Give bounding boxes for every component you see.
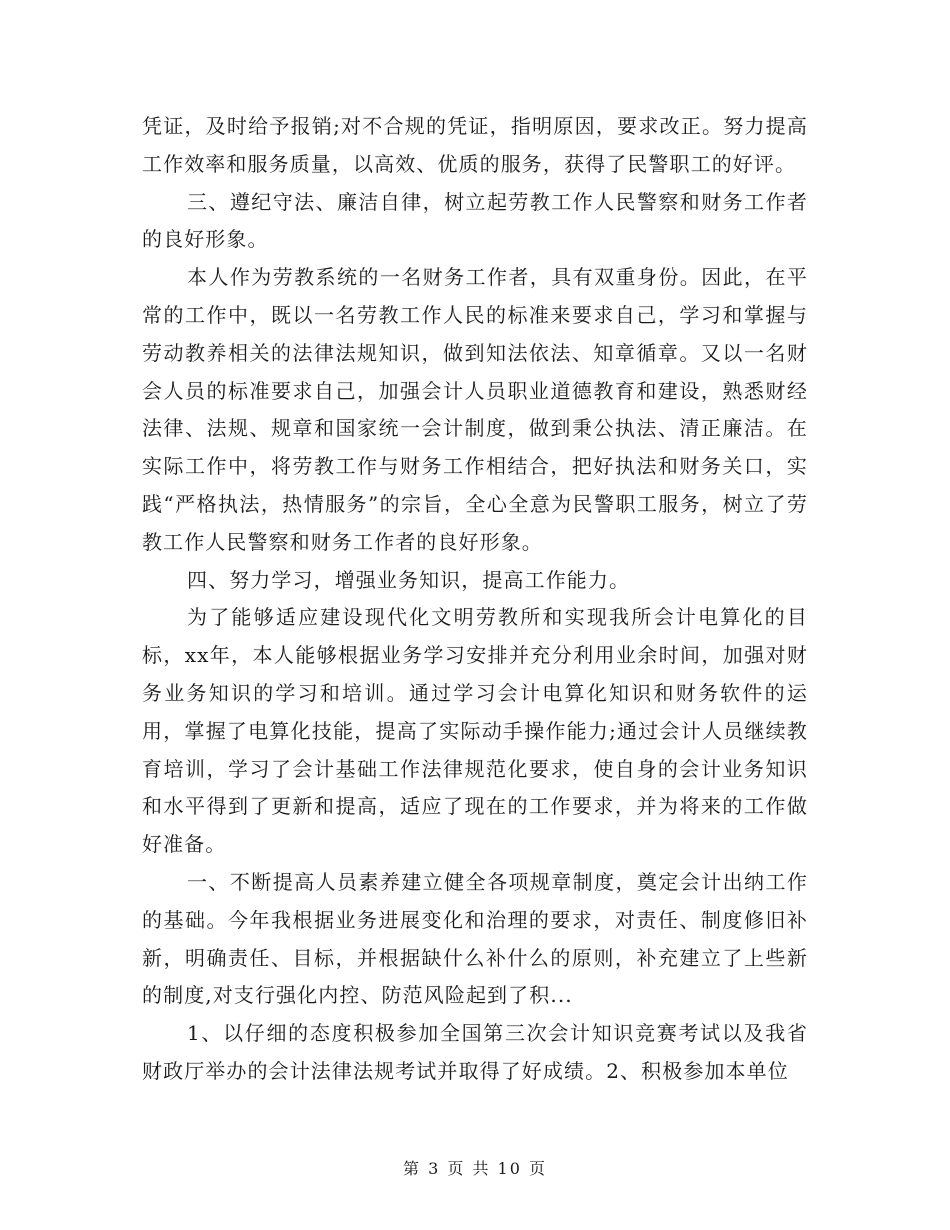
paragraph-rules: 一、不断提高人员素养建立健全各项规章制度，奠定会计出纳工作的基础。今年我根据业务进展变化和治理的要求，对责任、制度修旧补新，明确责任、目标，并根据缺什么补什么的原则，补充建立了上些新的制度,对支行强化内控、防范风险起到了积... [142, 869, 808, 1008]
section-heading-three: 三、遵纪守法、廉洁自律，树立起劳教工作人民警察和财务工作者的良好形象。 [142, 189, 808, 252]
paragraph-self-discipline: 本人作为劳教系统的一名财务工作者，具有双重身份。因此，在平常的工作中，既以一名劳教工作人民的标准来要求自己，学习和掌握与劳动教养相关的法律法规知识，做到知法依法、知章循章。又以一名财会人员的标准要求自己，加强会计人员职业道德教育和建设，熟悉财经法律、法规、规章和国家统一会计制度，做到秉公执法、清正廉洁。在实际工作中，将劳教工作与财务工作相结合，把好执法和财务关口，实践“严格执法，热情服务”的宗旨，全心全意为民警职工服务，树立了劳教工作人民警察和财务工作者的良好形象。 [142, 265, 808, 554]
section-heading-four: 四、努力学习，增强业务知识，提高工作能力。 [187, 567, 631, 592]
paragraph-study: 为了能够适应建设现代化文明劳教所和实现我所会计电算化的目标，xx年，本人能够根据业务学习安排并充分利用业余时间，加强对财务业务知识的学习和培训。通过学习会计电算化知识和财务软件的运用，掌握了电算化技能，提高了实际动手操作能力;通过会计人员继续教育培训，学习了会计基础工作法律规范化要求，使自身的会计业务知识和水平得到了更新和提高，适应了现在的工作要求，并为将来的工作做好准备。 [142, 605, 808, 857]
document-body [142, 108, 808, 1091]
page-number-footer: 第 3 页 共 10 页 [403, 1159, 547, 1178]
paragraph-exams: 1、以仔细的态度积极参加全国第三次会计知识竞赛考试以及我省财政厅举办的会计法律法规考试并取得了好成绩。2、积极参加本单位 [142, 1021, 808, 1083]
paragraph-continuation: 凭证，及时给予报销;对不合规的凭证，指明原因，要求改正。努力提高工作效率和服务质量，以高效、优质的服务，获得了民警职工的好评。 [142, 114, 808, 176]
